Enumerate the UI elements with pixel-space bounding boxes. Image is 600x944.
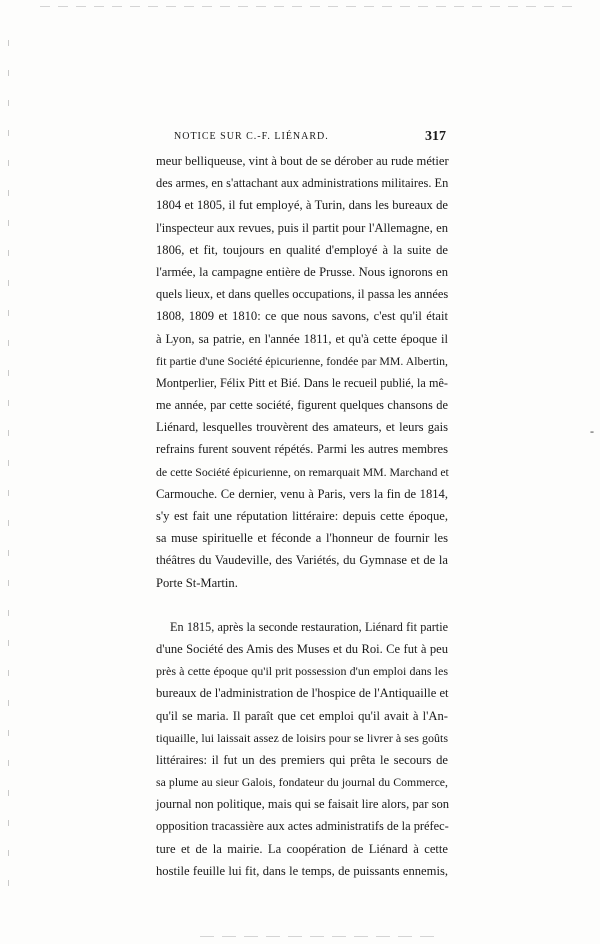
- text-line: 1806, et fit, toujours en qualité d'employé à la suite de: [156, 242, 448, 257]
- text-line: l'inspecteur aux revues, puis il partit pour l'Allemagne, en: [156, 220, 448, 235]
- text-line: d'une Société des Amis des Muses et du Roi. Ce fut à peu: [156, 641, 448, 656]
- text-line: Porte St-Martin.: [156, 575, 238, 590]
- text-line: théâtres du Vaudeville, des Variétés, du Gymnase et de la: [156, 553, 448, 568]
- scan-edge-left: [8, 40, 9, 900]
- running-title: NOTICE SUR C.-F. LIÉNARD.: [174, 131, 329, 142]
- text-line: fit partie d'une Société épicurienne, fondée par MM. Albertin,: [156, 353, 448, 368]
- page-number: 317: [425, 129, 446, 144]
- text-line: meur belliqueuse, vint à bout de se dérober au rude métier: [156, 154, 449, 168]
- text-line: à Lyon, sa patrie, en l'année 1811, et qu'à cette époque il: [156, 331, 448, 346]
- text-line: sa plume au sieur Galois, fondateur du journal du Commerce,: [156, 775, 448, 790]
- text-line: Carmouche. Ce dernier, venu à Paris, vers la fin de 1814,: [156, 486, 448, 501]
- scan-edge-top: [40, 6, 580, 7]
- text-line: opposition tracassière aux actes administratifs de la préfec-: [156, 819, 449, 834]
- running-head: [150, 129, 446, 149]
- text-line: bureaux de l'administration de l'hospice de l'Antiquaille et: [156, 686, 449, 701]
- text-line: 1804 et 1805, il fut employé, à Turin, dans les bureaux de: [156, 198, 448, 213]
- text-line: qu'il se maria. Il paraît que cet emploi qu'il avait à l'An-: [156, 708, 448, 723]
- text-line: En 1815, après la seconde restauration, Liénard fit partie: [170, 619, 448, 634]
- paragraph-1: [156, 150, 448, 594]
- margin-mark: -: [590, 424, 594, 438]
- text-line: de cette Société épicurienne, on remarquait MM. Marchand et: [156, 464, 449, 479]
- text-line: refrains furent souvent répétés. Parmi les autres membres: [156, 442, 448, 457]
- text-line: Liénard, lesquelles trouvèrent des amateurs, et leurs gais: [156, 420, 448, 435]
- text-line: s'y est fait une réputation littéraire: depuis cette époque,: [156, 509, 448, 523]
- text-line: hostile feuille lui fit, dans le temps, de puissants ennemis,: [156, 863, 448, 878]
- text-line: près à cette époque qu'il prit possession d'un emploi dans les: [156, 664, 448, 679]
- scan-edge-bottom: [200, 936, 440, 937]
- paragraph-spacer: [156, 594, 448, 616]
- text-line: 1808, 1809 et 1810: ce que nous savons, c'est qu'il était: [156, 309, 448, 324]
- text-line: Montperlier, Félix Pitt et Bié. Dans le recueil publié, la mê-: [156, 375, 448, 390]
- text-line: me année, par cette société, figurent quelques chansons de: [156, 398, 448, 413]
- text-line: sa muse spirituelle et féconde a l'honneur de fournir les: [156, 531, 448, 546]
- text-line: ture et de la mairie. La coopération de Liénard à cette: [156, 841, 448, 856]
- paragraph-2: [156, 616, 448, 882]
- text-line: journal non politique, mais qui se faisait lire alors, par son: [156, 797, 450, 812]
- text-line: l'armée, la campagne entière de Prusse. Nous ignorons en: [156, 264, 448, 279]
- text-line: tiquaille, lui laissait assez de loisirs pour se livrer à ses goûts: [156, 730, 448, 745]
- text-line: littéraires: il fut un des premiers qui prêta le secours de: [156, 752, 448, 767]
- text-line: quels lieux, et dans quelles occupations, il passa les années: [156, 287, 449, 302]
- text-line: des armes, en s'attachant aux administrations militaires. En: [156, 176, 449, 191]
- body-text: [156, 150, 448, 882]
